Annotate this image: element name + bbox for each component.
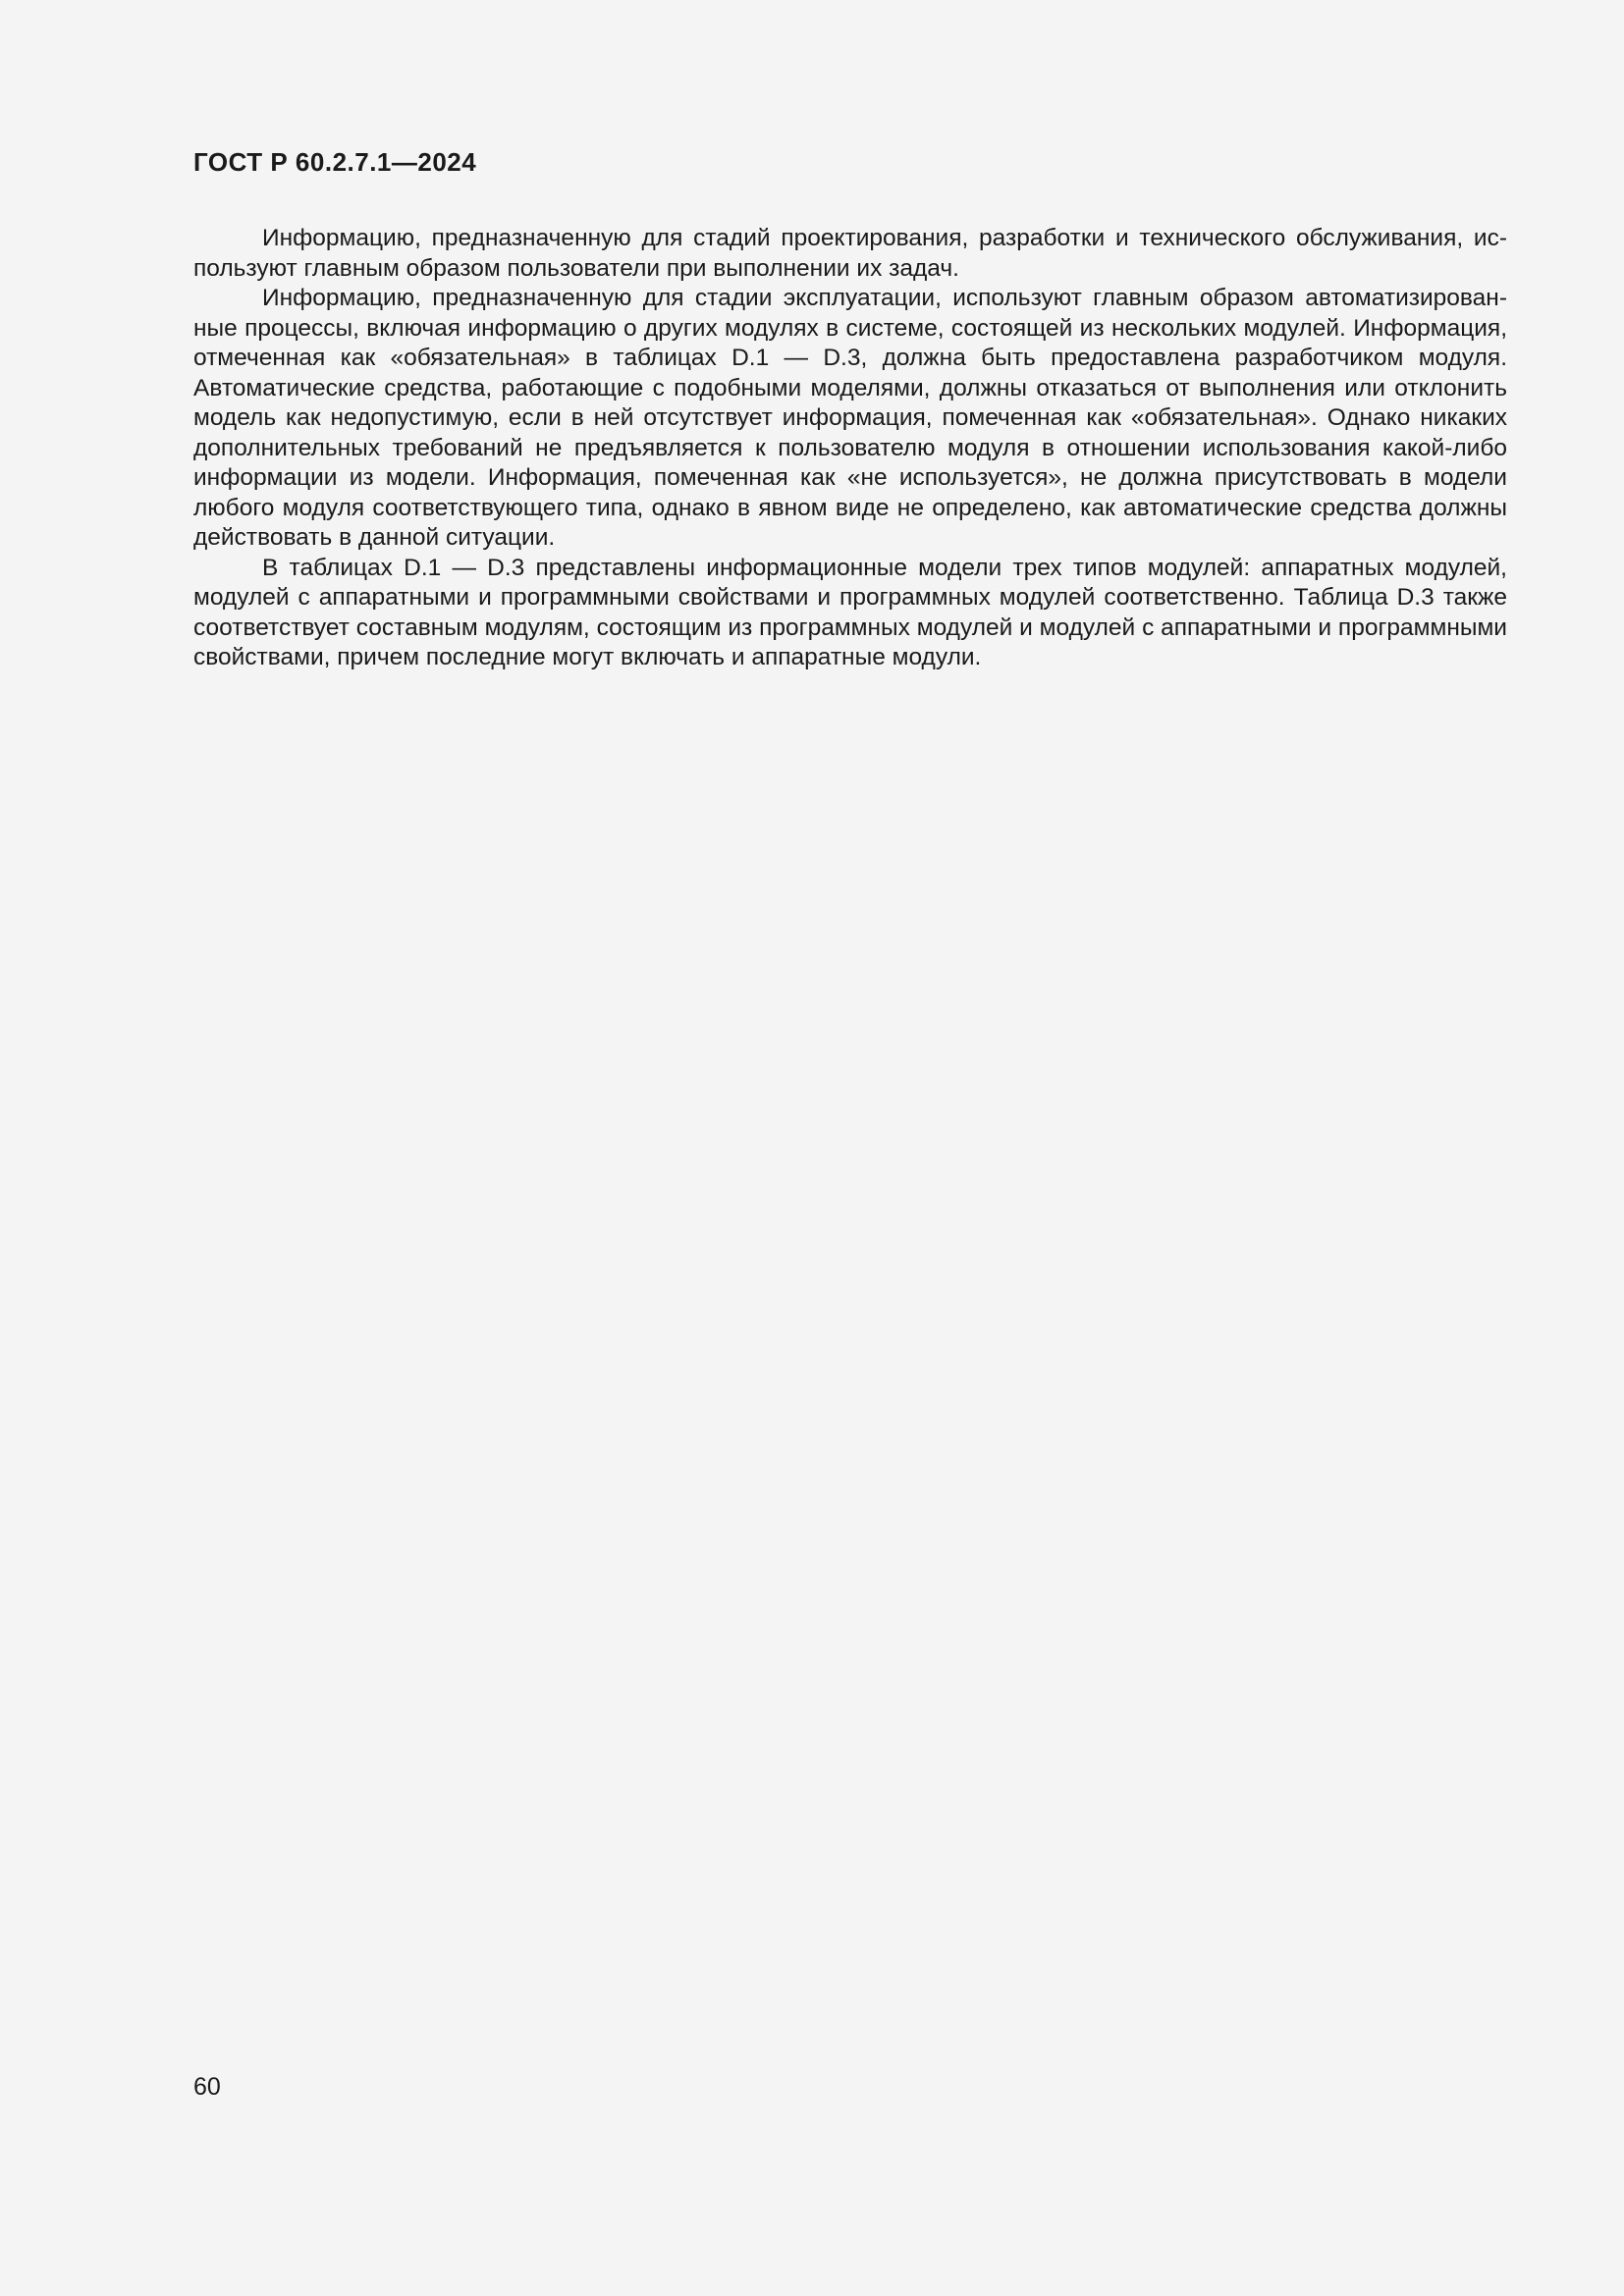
page-number: 60 bbox=[193, 2073, 221, 2101]
paragraph: Информацию, предназначенную для стадии эксплуатации, используют главным образом автоматизированные процессы, включая информацию о других модулях в системе, состоящей из нескольких модулей. Информация, отмеченная как «обязательная» в таблицах D.1 — D.3, должна быть предоставлена разработчиком модуля. Автоматические средства, работающие с подобными моделями, должны отказаться от выполнения или отклонить модель как недопустимую, если в ней отсутствует информация, помеченная как «обязательная». Однако никаких дополнительных требований не предъявляется к пользователю модуля в отношении использования какой-либо информации из модели. Информация, помеченная как «не используется», не должна присутствовать в модели любого модуля соответствующего типа, однако в явном виде не определено, как автоматические средства должны действовать в данной ситуации. bbox=[193, 285, 1507, 551]
document-header: ГОСТ Р 60.2.7.1—2024 bbox=[193, 147, 477, 177]
paragraph: Информацию, предназначенную для стадий проектирования, разработки и технического обслуживания, используют главным образом пользователи при выполнении их задач. bbox=[193, 225, 1507, 282]
paragraph: В таблицах D.1 — D.3 представлены информационные модели трех типов модулей: аппаратных модулей, модулей с аппаратными и программными свойствами и программных модулей соответственно. Таблица D.3 также соответствует составным модулям, состоящим из программных модулей и модулей с аппаратными и программными свойствами, причем последние могут включать и аппаратные модули. bbox=[193, 554, 1507, 670]
body-text bbox=[193, 224, 1507, 673]
